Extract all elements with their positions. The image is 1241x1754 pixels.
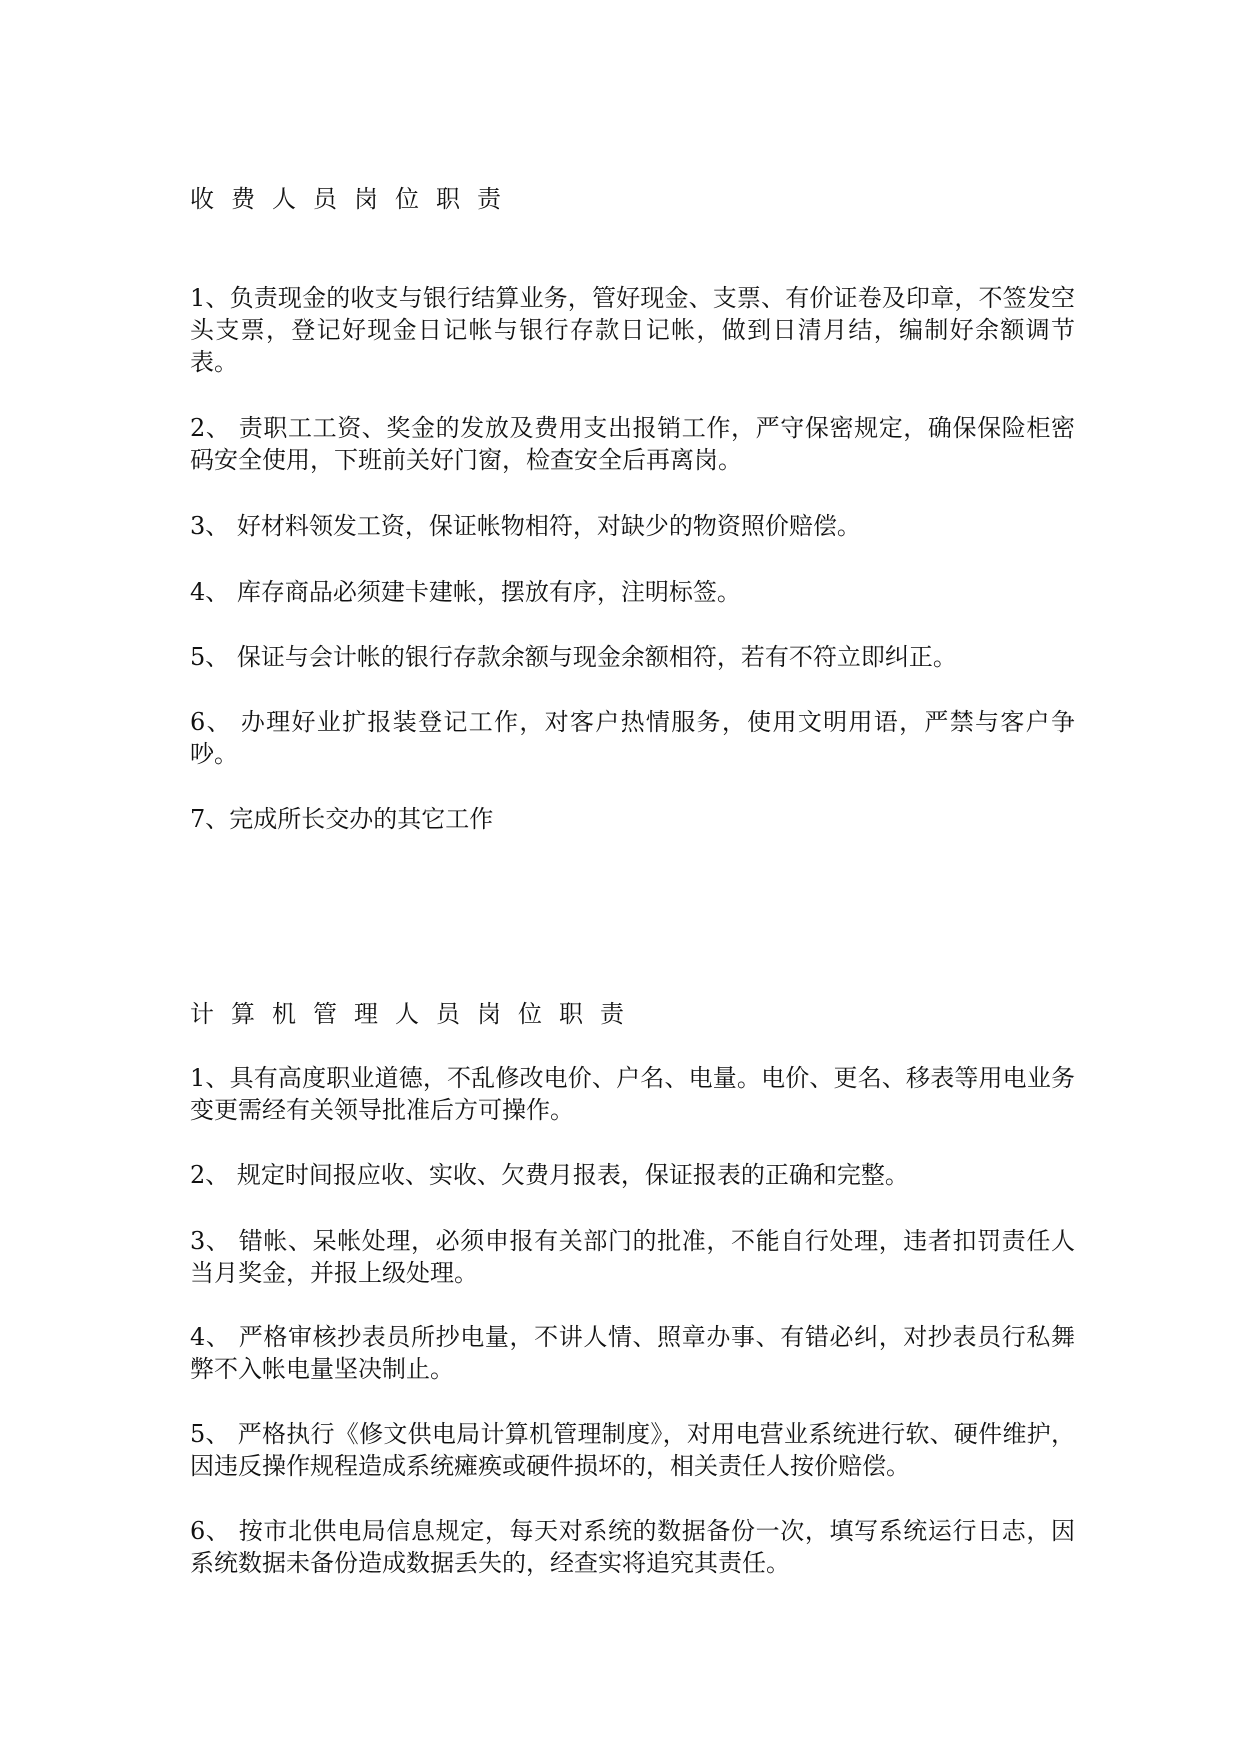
section-title-computer-admin: 计算机管理人员岗位职责: [190, 1000, 641, 1028]
computer-admin-duty-1: 1、具有高度职业道德，不乱修改电价、户名、电量。电价、更名、移表等用电业务变更需经有关领导批准后方可操作。: [190, 1064, 1075, 1124]
computer-admin-duty-5: 5、 严格执行《修文供电局计算机管理制度》，对用电营业系统进行软、硬件维护，因违反操作规程造成系统瘫痪或硬件损坏的，相关责任人按价赔偿。: [190, 1420, 1075, 1480]
cashier-duty-6: 6、 办理好业扩报装登记工作，对客户热情服务，使用文明用语，严禁与客户争吵。: [190, 708, 1075, 768]
cashier-duty-4: 4、 库存商品必须建卡建帐，摆放有序，注明标签。: [190, 578, 741, 606]
computer-admin-duty-4: 4、 严格审核抄表员所抄电量，不讲人情、照章办事、有错必纠，对抄表员行私舞弊不入帐电量坚决制止。: [190, 1323, 1075, 1383]
computer-admin-duty-6: 6、 按市北供电局信息规定，每天对系统的数据备份一次，填写系统运行日志，因系统数据未备份造成数据丢失的，经查实将追究其责任。: [190, 1517, 1075, 1577]
computer-admin-duty-2: 2、 规定时间报应收、实收、欠费月报表，保证报表的正确和完整。: [190, 1161, 909, 1189]
computer-admin-duty-3: 3、 错帐、呆帐处理，必须申报有关部门的批准，不能自行处理，违者扣罚责任人当月奖金，并报上级处理。: [190, 1227, 1075, 1287]
cashier-duty-3: 3、 好材料领发工资，保证帐物相符，对缺少的物资照价赔偿。: [190, 512, 861, 540]
cashier-duty-1: 1、负责现金的收支与银行结算业务，管好现金、支票、有价证卷及印章，不签发空头支票，登记好现金日记帐与银行存款日记帐，做到日清月结，编制好余额调节表。: [190, 284, 1075, 376]
section-title-cashier: 收费人员岗位职责: [190, 185, 518, 213]
cashier-duty-7: 7、完成所长交办的其它工作: [190, 805, 494, 833]
cashier-duty-2: 2、 责职工工资、奖金的发放及费用支出报销工作，严守保密规定，确保保险柜密码安全使用，下班前关好门窗，检查安全后再离岗。: [190, 414, 1075, 474]
cashier-duty-5: 5、 保证与会计帐的银行存款余额与现金余额相符，若有不符立即纠正。: [190, 643, 957, 671]
